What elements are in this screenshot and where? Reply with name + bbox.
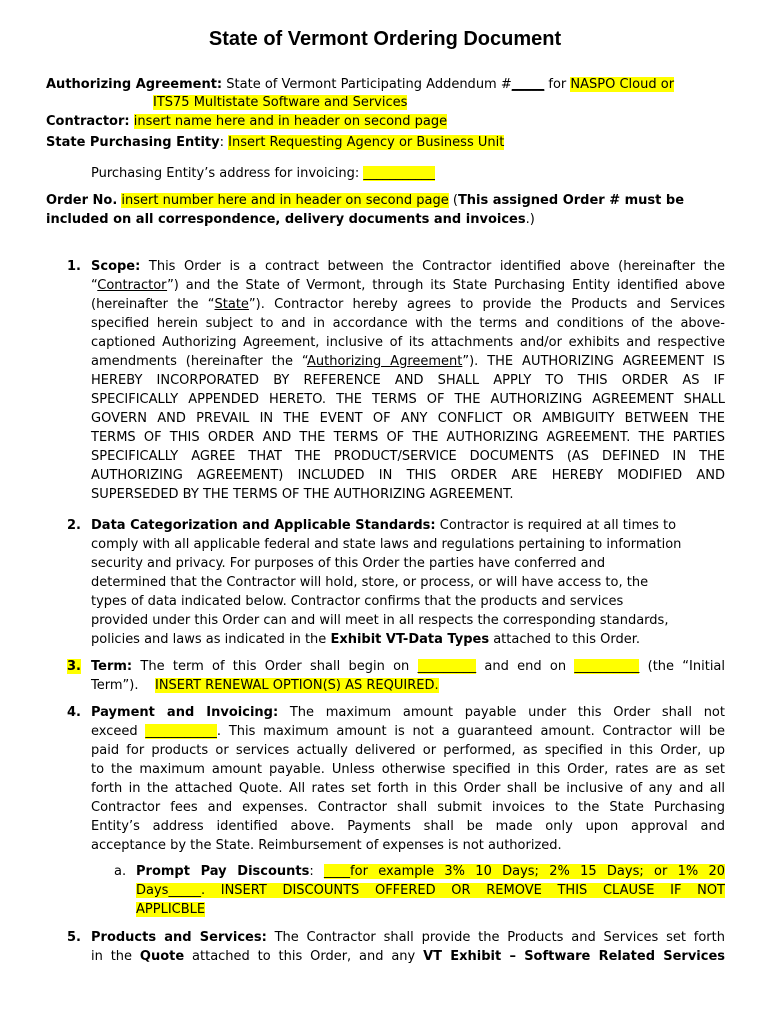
section-2-line: security and privacy. For purposes of this Order the parties have conferred and	[91, 556, 606, 571]
authorizing-agreement-line	[46, 75, 674, 94]
section-1-line: SPECIFICALLY APPENDED HERETO. THE TERMS OF THE AUTHORIZING AGREEMENT SHALL	[91, 392, 725, 407]
quote-term: Quote	[139, 949, 185, 964]
section-3-heading: Term:	[91, 659, 133, 674]
prompt-pay-colon: :	[309, 864, 314, 879]
authorizing-agreement-label: Authorizing Agreement:	[46, 77, 223, 92]
section-4a-line	[136, 881, 725, 900]
renewal-option-highlight: INSERT RENEWAL OPTION(S) AS REQUIRED.	[154, 678, 439, 693]
section-4-text: The maximum amount payable under this Order shall not	[289, 705, 725, 720]
section-4-line	[91, 703, 725, 722]
section-1-line	[91, 352, 725, 371]
section-1-scope	[91, 257, 725, 504]
section-4-line: Entity’s address identified above. Payments shall be made only upon approval and	[91, 819, 725, 834]
section-4a-prompt-pay	[136, 862, 725, 919]
order-number-value: insert number here and in header on second page	[121, 193, 449, 208]
authorizing-highlight-2: ITS75 Multistate Software and Services	[153, 95, 408, 110]
exhibit-vt-data-types: Exhibit VT-Data Types	[330, 632, 490, 647]
section-3-line	[91, 676, 725, 695]
prompt-pay-example: ____for example 3% 10 Days; 2% 15 Days; or 1% 20	[324, 864, 725, 879]
section-4-line: to the maximum amount payable. Unless otherwise specified in this Order, rates are as set	[91, 762, 725, 777]
section-4-number: 4.	[67, 705, 81, 720]
section-1-line	[91, 295, 725, 314]
section-5-heading: Products and Services:	[91, 930, 267, 945]
section-4-line: Contractor fees and expenses. Contractor shall submit invoices to the State Purchasing	[91, 800, 725, 815]
section-3-text: and end on	[484, 659, 567, 674]
section-1-line: captioned Authorizing Agreement, inclusive of its attachments and/or exhibits and respective	[91, 335, 725, 350]
document-title: State of Vermont Ordering Document	[208, 28, 562, 50]
purchasing-entity-label: State Purchasing Entity	[46, 135, 220, 150]
section-4-line	[91, 722, 725, 741]
section-1-line	[91, 257, 725, 276]
order-number-line-2	[46, 210, 535, 229]
section-5-products	[91, 928, 725, 966]
order-note-bold-1: This assigned Order # must be	[457, 193, 685, 208]
purchasing-entity-value: Insert Requesting Agency or Business Unit	[228, 135, 505, 150]
contractor-label: Contractor:	[46, 114, 130, 129]
order-note-open: (	[452, 193, 458, 208]
order-number-line	[46, 191, 684, 210]
section-4-heading: Payment and Invoicing:	[91, 705, 279, 720]
section-1-heading: Scope:	[91, 259, 141, 274]
section-5-text: in the	[91, 949, 133, 964]
section-3-text: (the “Initial	[647, 659, 726, 674]
section-2-line: types of data indicated below. Contractor confirms that the products and services	[91, 594, 624, 609]
state-defined-term: State	[214, 297, 249, 312]
prompt-pay-heading: Prompt Pay Discounts	[136, 864, 310, 879]
section-3-number-text: 3.	[67, 659, 81, 674]
section-3-term	[91, 657, 725, 695]
section-1-text: amendments (hereinafter the “	[91, 354, 307, 369]
contractor-defined-term: Contractor	[97, 278, 168, 293]
contractor-line	[46, 112, 447, 131]
section-4-line: forth in the attached Quote. All rates set forth in this Order shall be inclusive of any and all	[91, 781, 725, 796]
section-1-line: SPECIFICALLY AGREE THAT THE PRODUCT/SERVICE DOCUMENTS (AS DEFINED IN THE	[91, 449, 725, 464]
section-4-text: exceed	[91, 724, 138, 739]
vt-exhibit-term: VT Exhibit – Software Related Services	[423, 949, 726, 964]
section-2-line	[91, 516, 725, 535]
section-2-number: 2.	[67, 518, 81, 533]
section-1-text: ”). Contractor hereby agrees to provide the Products and Services	[248, 297, 725, 312]
section-2-line: determined that the Contractor will hold, store, or process, or will have access to, the	[91, 575, 649, 590]
section-2-line: provided under this Order can and will meet in all respects the corresponding standards,	[91, 613, 669, 628]
section-1-text: ”). THE AUTHORIZING AGREEMENT IS	[462, 354, 725, 369]
section-5-text: attached to this Order, and any	[192, 949, 416, 964]
section-5-text: The Contractor shall provide the Products and Services set forth	[274, 930, 725, 945]
addendum-number-blank: _____	[511, 77, 545, 92]
section-1-line	[91, 276, 725, 295]
authorizing-agreement-text: State of Vermont Participating Addendum #	[226, 77, 512, 92]
section-5-number: 5.	[67, 930, 81, 945]
purchasing-entity-line	[46, 133, 504, 152]
section-4-line: acceptance by the State. Reimbursement of expenses is not authorized.	[91, 838, 562, 853]
authorizing-for-text: for	[548, 77, 567, 92]
section-1-line: specified herein subject to and in accordance with the terms and conditions of the above-	[91, 316, 725, 331]
invoice-address-blank: ___________	[363, 166, 435, 181]
section-2-line	[91, 630, 725, 649]
section-2-heading: Data Categorization and Applicable Standards:	[91, 518, 436, 533]
section-2-text: Contractor is required at all times to	[439, 518, 677, 533]
section-4-text: . This maximum amount is not a guaranteed amount. Contractor will be	[216, 724, 725, 739]
contractor-value: insert name here and in header on second page	[133, 114, 448, 129]
section-3-number	[67, 657, 81, 676]
section-4-payment	[91, 703, 725, 855]
section-5-line	[91, 947, 725, 966]
authorizing-agreement-defined-term: Authorizing Agreement	[306, 354, 463, 369]
prompt-pay-instruction: Days_____. INSERT DISCOUNTS OFFERED OR REMOVE THIS CLAUSE IF NOT	[136, 883, 725, 898]
section-1-line: SUPERSEDED BY THE TERMS OF THE AUTHORIZING AGREEMENT.	[91, 487, 514, 502]
section-4a-line	[136, 862, 725, 881]
section-1-line: AUTHORIZING AGREEMENT) INCLUDED IN THIS ORDER ARE HEREBY MODIFIED AND	[91, 468, 725, 483]
section-1-line: GOVERN AND PREVAIL IN THE EVENT OF ANY CONFLICT OR AMBIGUITY BETWEEN THE	[91, 411, 725, 426]
section-1-text: This Order is a contract between the Contractor identified above (hereinafter the	[148, 259, 725, 274]
term-end-blank: __________	[574, 659, 640, 674]
section-4a-number: a.	[114, 864, 127, 879]
section-1-text: “	[91, 278, 98, 293]
section-1-text: (hereinafter the “	[91, 297, 215, 312]
section-3-text: Term”).	[91, 678, 139, 693]
authorizing-agreement-line-2	[153, 93, 407, 112]
purchasing-entity-colon: :	[219, 135, 224, 150]
section-2-text: policies and laws as indicated in the	[91, 632, 327, 647]
section-2-data-categorization	[91, 516, 725, 649]
authorizing-highlight-1: NASPO Cloud or	[570, 77, 675, 92]
section-2-line: comply with all applicable federal and state laws and regulations pertaining to information	[91, 537, 682, 552]
max-amount-blank: ___________	[145, 724, 217, 739]
term-start-blank: _________	[417, 659, 477, 674]
order-note-bold-2: included on all correspondence, delivery documents and invoices	[46, 212, 526, 227]
section-1-number: 1.	[67, 259, 81, 274]
section-1-text: ”) and the State of Vermont, through its State Purchasing Entity identified above	[167, 278, 725, 293]
section-2-text: attached to this Order.	[493, 632, 641, 647]
order-number-label: Order No.	[46, 193, 118, 208]
section-5-line	[91, 928, 725, 947]
section-4a-line	[136, 900, 725, 919]
invoice-address-label: Purchasing Entity’s address for invoicing:	[91, 166, 360, 181]
section-3-text: The term of this Order shall begin on	[140, 659, 410, 674]
section-1-line: HEREBY INCORPORATED BY REFERENCE AND SHALL APPLY TO THIS ORDER AS IF	[91, 373, 725, 388]
section-1-line: TERMS OF THIS ORDER AND THE TERMS OF THE AUTHORIZING AGREEMENT. THE PARTIES	[91, 430, 725, 445]
prompt-pay-instruction-end: APPLICBLE	[136, 902, 206, 917]
order-note-close: .)	[525, 212, 535, 227]
invoice-address-line	[91, 164, 435, 183]
section-4-line: paid for products or services actually delivered or performed, as specified in this Order, up	[91, 743, 725, 758]
section-3-line	[91, 657, 725, 676]
